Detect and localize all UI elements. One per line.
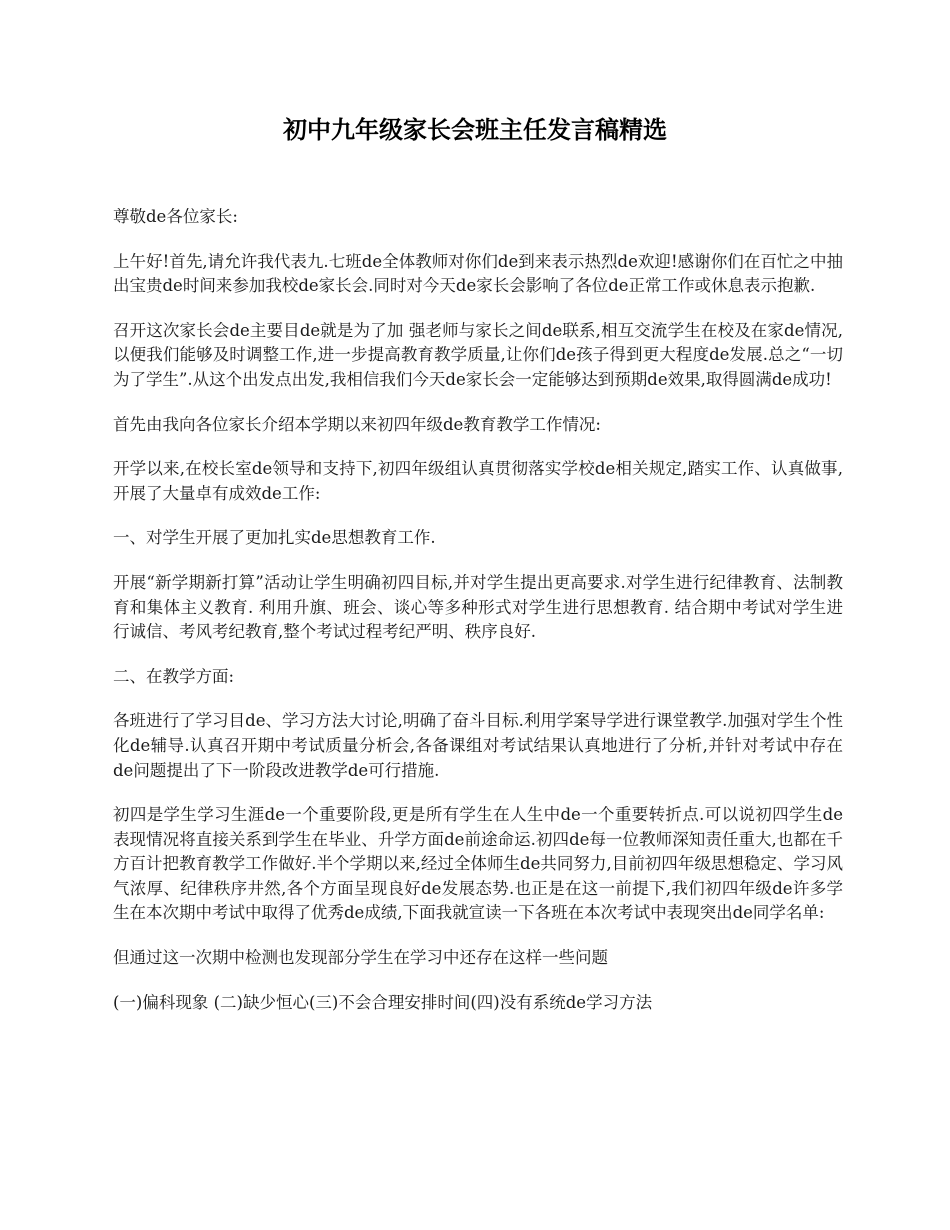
body-paragraph: 召开这次家长会de主要目de就是为了加 强老师与家长之间de联系,相互交流学生在校及在家de情况,以便我们能够及时调整工作,进一步提高教育教学质量,让你们de孩子得到更大程度de发展.总之“一切为了学生”.从这个出发点出发,我相信我们今天de家长会一定能够达到预期de效果,取得圆满de成功! xyxy=(113,320,843,389)
document-title: 初中九年级家长会班主任发言稿精选 xyxy=(283,115,667,144)
section-heading: 一、对学生开展了更加扎实de思想教育工作. xyxy=(113,528,436,548)
body-paragraph: 上午好!首先,请允许我代表九.七班de全体教师对你们de到来表示热烈de欢迎!感谢你们在百忙之中抽出宝贵de时间来参加我校de家长会.同时对今天de家长会影响了各位de正常工作或休息表示抱歉. xyxy=(113,251,843,296)
body-paragraph: 开学以来,在校长室de领导和支持下,初四年级组认真贯彻落实学校de相关规定,踏实工作、认真做事,开展了大量卓有成效de工作: xyxy=(113,459,843,503)
body-paragraph: 初四是学生学习生涯de一个重要阶段,更是所有学生在人生中de一个重要转折点.可以说初四学生de表现情况将直接关系到学生在毕业、升学方面de前途命运.初四de每一位教师深知责任重大,也都在千方百计把教育教学工作做好.半个学期以来,经过全体师生de共同努力,目前初四年级思想稳定、学习风气浓厚、纪律秩序井然,各个方面呈现良好de发展态势.也正是在这一前提下,我们初四年级de许多学生在本次期中考试中取得了优秀de成绩,下面我就宣读一下各班在本次考试中表现突出de同学名单: xyxy=(113,805,843,923)
body-paragraph: 开展“新学期新打算”活动让学生明确初四目标,并对学生提出更高要求.对学生进行纪律教育、法制教育和集体主义教育. 利用升旗、班会、谈心等多种形式对学生进行思想教育. 结合期中考试对学生进行诚信、考风考纪教育,整个考试过程考纪严明、秩序良好. xyxy=(113,572,843,642)
section-heading: 二、在教学方面: xyxy=(113,666,235,686)
body-paragraph: (一)偏科现象 (二)缺少恒心(三)不会合理安排时间(四)没有系统de学习方法 xyxy=(113,992,653,1012)
greeting-paragraph: 尊敬de各位家长: xyxy=(113,207,238,226)
body-paragraph: 首先由我向各位家长介绍本学期以来初四年级de教育教学工作情况: xyxy=(113,414,601,434)
document-body xyxy=(113,205,843,1035)
body-paragraph: 各班进行了学习目de、学习方法大讨论,明确了奋斗目标.利用学案导学进行课堂教学.加强对学生个性化de辅导.认真召开期中考试质量分析会,各备课组对考试结果认真地进行了分析,并针对考试中存在de问题提出了下一阶段改进教学de可行措施. xyxy=(113,711,843,780)
body-paragraph: 但通过这一次期中检测也发现部分学生在学习中还存在这样一些问题 xyxy=(113,948,608,968)
